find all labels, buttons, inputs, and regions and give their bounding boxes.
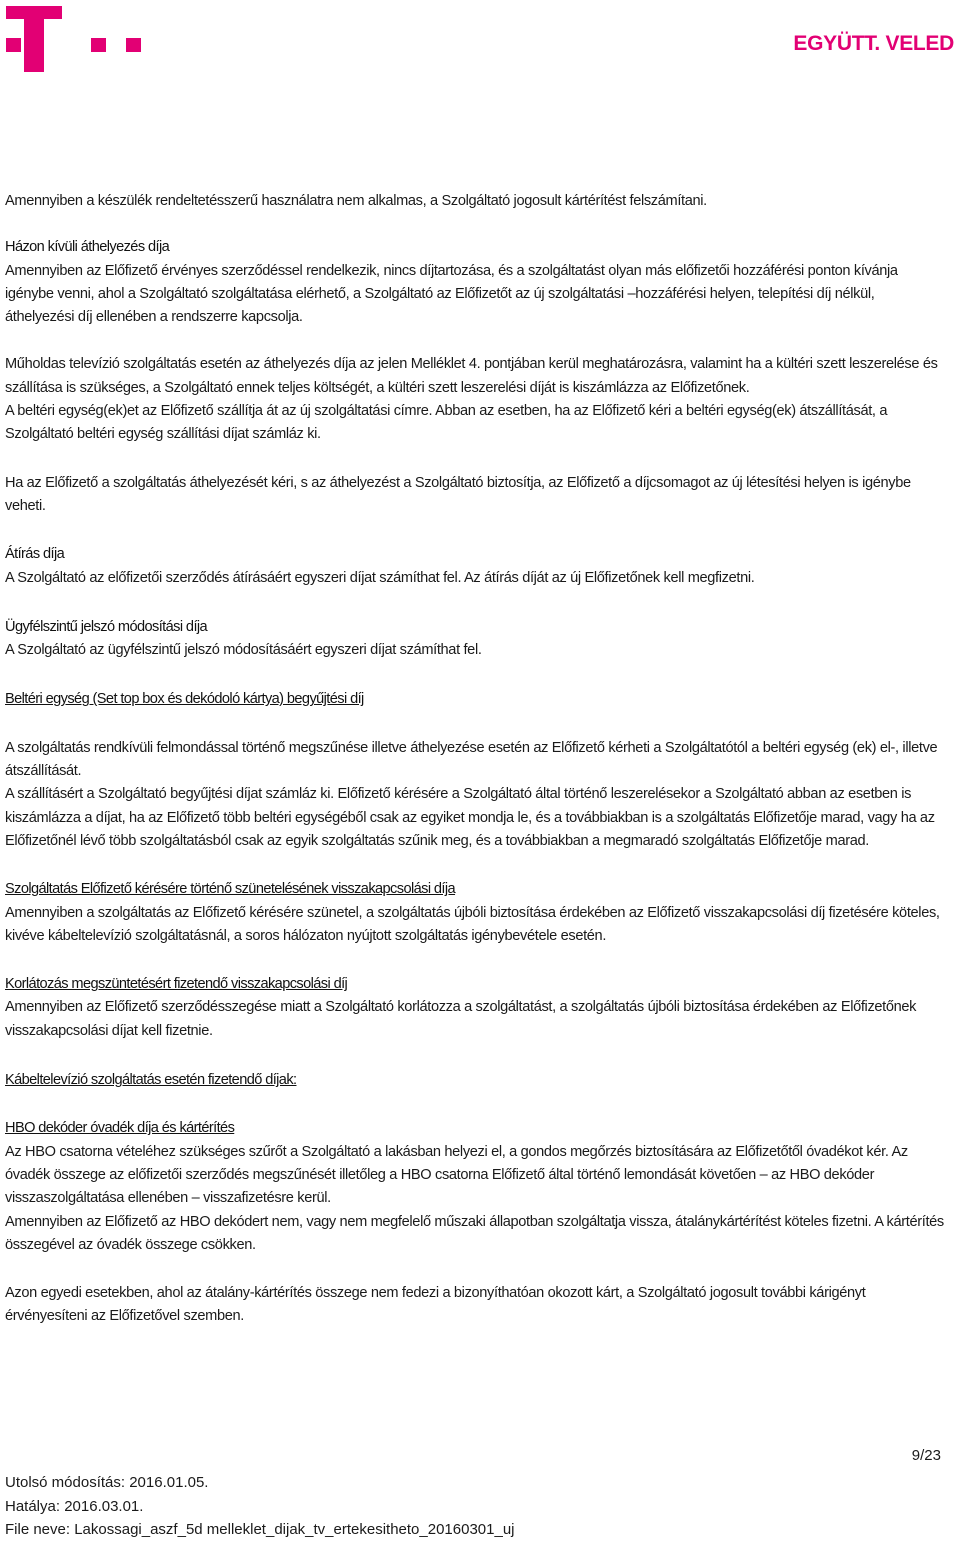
paragraph-transfer: A Szolgáltató az előfizetői szerződés átírásáért egyszeri díjat számíthat fel. Az átírás díját az új Előfizetőnek kell megfizetni. xyxy=(5,569,755,586)
footer xyxy=(5,1471,515,1542)
paragraph-collection-request: A szolgáltatás rendkívüli felmondással történő megszűnése illetve áthelyezése esetén az Előfizető kérheti a Szolgáltatótól a beltéri egység (ek) el-, illetve átszállítását. xyxy=(5,739,938,780)
paragraph-hbo-damages: Amennyiben az Előfizető az HBO dekódert nem, vagy nem megfelelő műszaki állapotban szolgáltatja vissza, átalánykártérítést köteles fizetni. A kártérítés összegével az óvadék összege csökken. xyxy=(5,1213,944,1253)
heading-relocation-fee: Házon kívüli áthelyezés díja xyxy=(5,239,170,256)
heading-collection-fee: Beltéri egység (Set top box és dekódoló kártya) begyűjtési díj xyxy=(5,691,364,708)
telekom-logo xyxy=(6,6,141,72)
logo-t-stem xyxy=(24,6,44,72)
heading-cable-tv-fees: Kábeltelevízió szolgáltatás esetén fizetendő díjak: xyxy=(5,1072,297,1089)
paragraph-relocation: Amennyiben az Előfizető érvényes szerződéssel rendelkezik, nincs díjtartozása, és a szolgáltatást olyan más előfizetői hozzáférési ponton kívánja igénybe venni, ahol a Szolgáltató szolgáltatása elérhető, a Szolgáltató az Előfizetőt az új szolgáltatási –hozzáférési helyen, telepítési díj nélkül, áthelyezési díj ellenében a rendszerre kapcsolja. xyxy=(5,262,898,326)
heading-suspension-reconnect-fee: Szolgáltatás Előfizető kérésére történő szünetelésének visszakapcsolási díja xyxy=(5,881,456,898)
paragraph-hbo-deposit: Az HBO csatorna vételéhez szükséges szűrőt a Szolgáltató a lakásban helyezi el, a gondos megőrzés biztosítására az Előfizetőtől óvadékot kér. Az óvadék összege az előfizetői szerződés megszűnését illetőleg a HBO csatorna Előfizető által történő lemondását követően – az HBO dekóder visszaszolgáltatása ellenében – visszafizetésre kerül. xyxy=(5,1143,908,1207)
footer-effective: Hatálya: 2016.03.01. xyxy=(5,1497,144,1515)
paragraph-suspension: Amennyiben a szolgáltatás az Előfizető kérésére szünetel, a szolgáltatás újbóli biztosítása érdekében az Előfizető visszakapcsolási díj fizetésére köteles, kivéve kábeltelevízió szolgáltatásnál, a soros hálózaton nyújtott szolgáltatás igénybevétele esetén. xyxy=(5,904,940,944)
paragraph-password: A Szolgáltató az ügyfélszintű jelszó módosításáért egyszeri díjat számíthat fel. xyxy=(5,642,482,659)
paragraph-restriction: Amennyiben az Előfizető szerződésszegése miatt a Szolgáltató korlátozza a szolgáltatást, a szolgáltatás újbóli biztosítása érdekében az Előfizetőnek visszakapcsolási díjat kell fizetnie. xyxy=(5,999,917,1039)
footer-modified: Utolsó módosítás: 2016.01.05. xyxy=(5,1474,209,1491)
paragraph-damages: Amennyiben a készülék rendeltetésszerű használatra nem alkalmas, a Szolgáltató jogosult kártérítést felszámítani. xyxy=(5,193,707,209)
logo-dot xyxy=(91,38,106,52)
page-number: 9/23 xyxy=(911,1447,941,1464)
paragraph-collection-billing: A szállításért a Szolgáltató begyűjtési díjat számláz ki. Előfizető kérésére a Szolgáltató által történő leszerelésekor a Szolgáltató abban az esetben is kiszámlázza a díjat, ha az Előfizető több beltéri egységéből csak az egyiket mondja le, és a továbbiakban is a szolgáltatás Előfizetője marad, vagy ha az Előfizetőnél lévő több szolgáltatásból csak az egyik szolgáltatás szűnik meg, és a továbbiakban a megmaradó szolgáltatás Előfizetője marad. xyxy=(5,786,935,849)
footer-filename: File neve: Lakossagi_aszf_5d melleklet_dijak_tv_ertekesitheto_20160301_uj xyxy=(5,1521,515,1538)
slogan: EGYÜTT. VELED xyxy=(793,32,954,55)
heading-password-fee: Ügyfélszintű jelszó módosítási díja xyxy=(5,618,208,635)
paragraph-tariff-package: Ha az Előfizető a szolgáltatás áthelyezését kéri, s az áthelyezést a Szolgáltató biztosítja, az Előfizető a díjcsomagot az új létesítési helyen is igénybe veheti. xyxy=(5,474,911,514)
paragraph-indoor-unit: A beltéri egység(ek)et az Előfizető szállítja át az új szolgáltatási címre. Abban az esetben, ha az Előfizető kéri a beltéri egység(ek) átszállítását, a Szolgáltató beltéri egység szállítási díjat számláz ki. xyxy=(5,403,888,443)
logo-dot xyxy=(126,38,141,52)
heading-transfer-fee: Átírás díja xyxy=(5,546,65,563)
heading-hbo-deposit: HBO dekóder óvadék díja és kártérítés xyxy=(5,1120,235,1137)
paragraph-further-claims: Azon egyedi esetekben, ahol az átalány-kártérítés összege nem fedezi a bizonyíthatóan okozott kárt, a Szolgáltató jogosult további kárigényt érvényesíteni az Előfizetővel szemben. xyxy=(5,1285,866,1325)
paragraph-satellite-relocation: Műholdas televízió szolgáltatás esetén az áthelyezés díja az jelen Melléklet 4. pontjában kerül meghatározásra, valamint ha a kültéri szett leszerelése és szállítása is szükséges, a Szolgáltató ennek teljes költségét, a kültéri szett leszerelési díját is kiszámlázza az Előfizetőnek. xyxy=(5,356,938,396)
document-body xyxy=(5,190,945,1329)
logo-dot xyxy=(6,38,21,52)
heading-restriction-reconnect-fee: Korlátozás megszüntetésért fizetendő visszakapcsolási díj xyxy=(5,976,348,993)
